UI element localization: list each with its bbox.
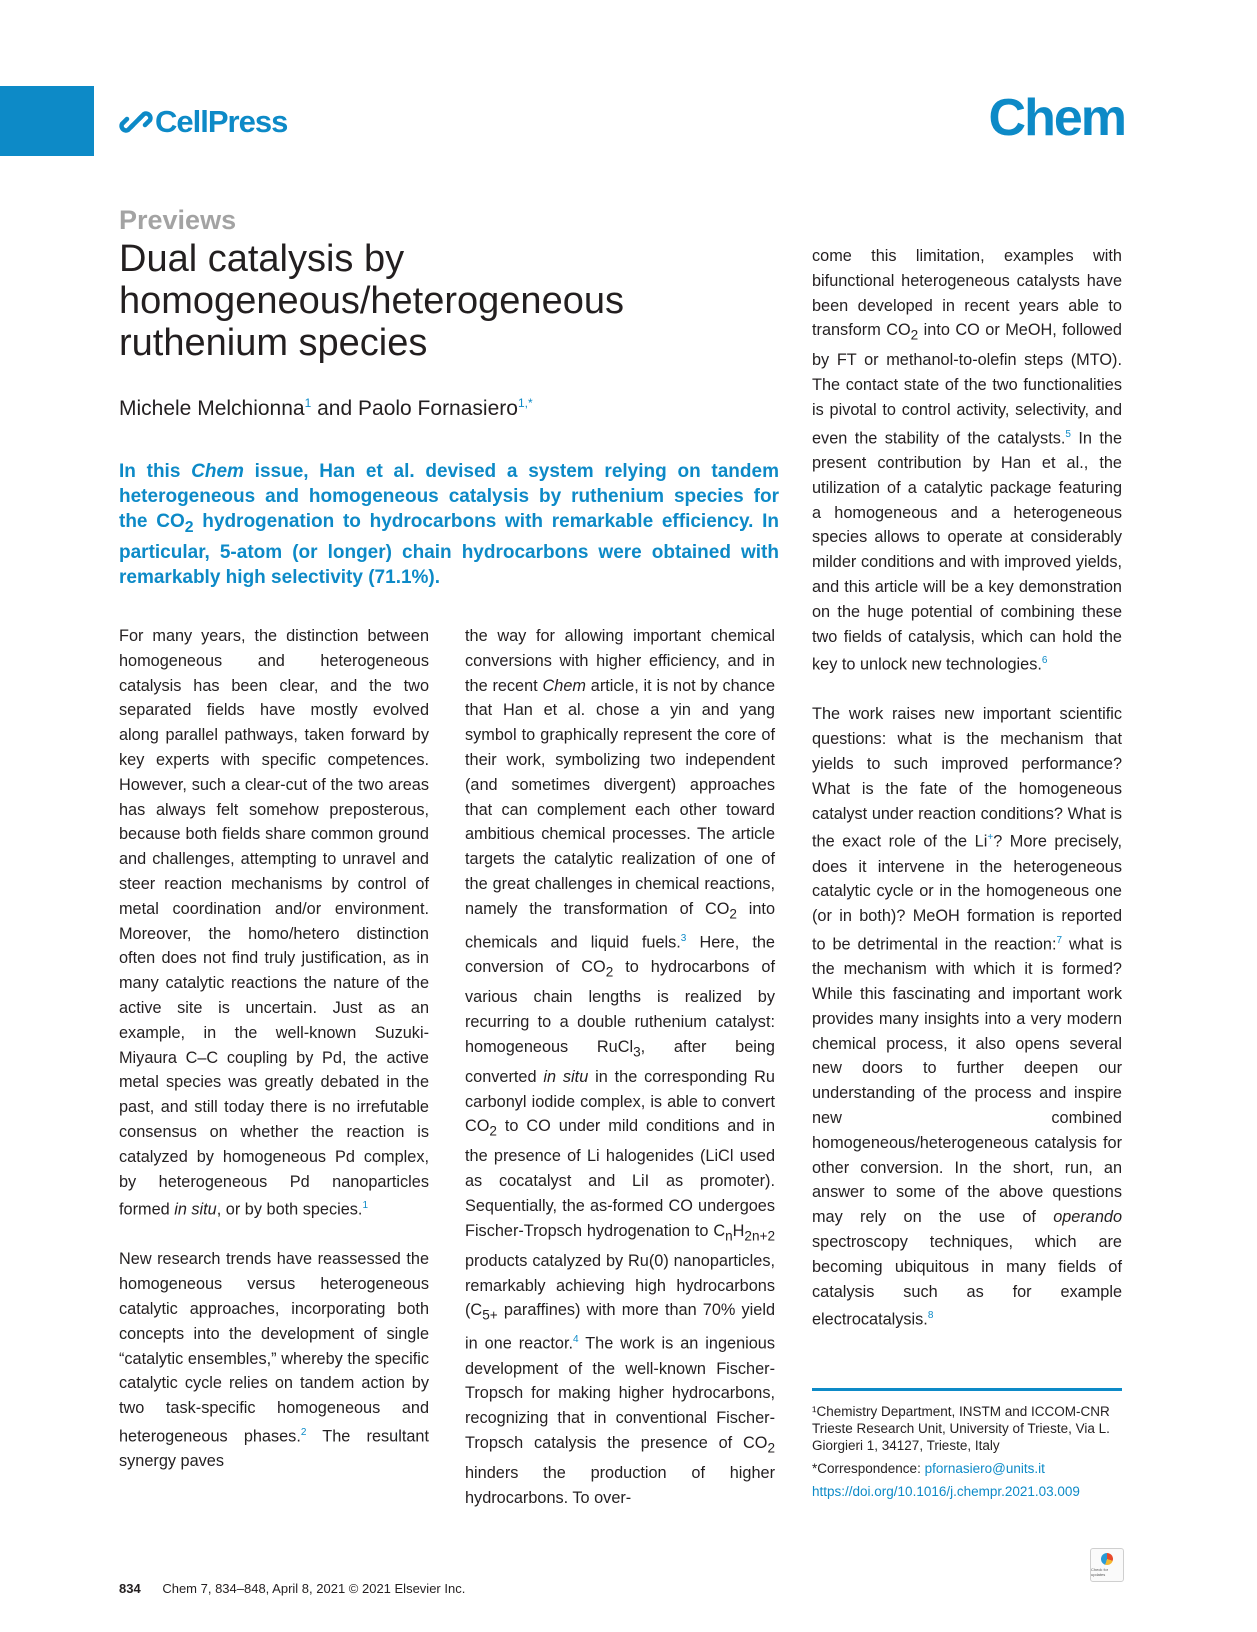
paragraph: come this limitation, examples with bifunctional heterogeneous catalysts have been developed in recent years able to transform $CO_2$ into CO or MeOH, followed by FT or methanol-to-olefin steps (MTO). The contact state of the two functionalities is pivotal to control activity, selectivity, and even the stability of the catalysts.$^5$ In the present contribution by Han et al., the utilization of a catalytic package featuring a homogeneous and a heterogeneous species allows to operate at considerably milder conditions and with improved yields, and this article will be a key demonstration on the huge potential of combining these two fields of catalysis, which can hold the key to unlock new technologies.$^6$ (812, 247, 1122, 674)
page-footer (119, 1581, 465, 1596)
page-number: 834 (119, 1581, 141, 1596)
reference-link[interactable]: 2 (300, 1426, 307, 1438)
citation-line: Chem 7, 834–848, April 8, 2021 © 2021 Elsevier Inc. (162, 1581, 466, 1596)
check-for-updates-label: Check for updates (1091, 1567, 1109, 1577)
author-name[interactable]: Paolo Fornasiero (358, 397, 518, 420)
cellpress-wordmark: CellPress (155, 104, 288, 139)
paragraph: The work raises new important scientific questions: what is the mechanism that yields to such improved performance? What is the fate of the homogeneous catalyst under reaction conditions? What is the exact role of the Li+? More precisely, does it intervene in the heterogeneous catalytic cycle or in the homogeneous one (or in both)? MeOH formation is reported to be detrimental in the reaction:$^7$ what is the mechanism with which it is formed? While this fascinating and important work provides many insights into a very modern chemical process, it also opens several new doors to further deepen our understanding of the process and inspire new combined homogeneous/heterogeneous catalysis for other conversion. In the short, run, an answer to some of the above questions may rely on the use of operando spectroscopy techniques, which are becoming ubiquitous in many fields of catalysis such as for example electrocatalysis.$^8$ (812, 705, 1122, 1329)
header-color-block (0, 86, 94, 156)
email-link[interactable]: pfornasiero@units.it (924, 1461, 1045, 1476)
reference-link[interactable]: 7 (1056, 935, 1063, 947)
reference-link[interactable]: 4 (573, 1334, 579, 1346)
paragraph: For many years, the distinction between homogeneous and heterogeneous catalysis has been clear, and the two separated fields have mostly evolved along parallel pathways, taken forward by key experts with specific competences. However, such a clear-cut of the two areas has always felt somehow preposterous, because both fields share common ground and challenges, attempting to unravel and steer reaction mechanisms by control of metal coordination and/or environment. Moreover, the homo/hetero distinction often does not find truly justification, as in many catalytic reactions the nature of the active site is uncertain. Just as an example, in the well-known Suzuki-Miyaura C–C coupling by Pd, the active metal species was greatly debated in the past, and still today there is no irrefutable consensus on whether the reaction is catalyzed by homogeneous Pd complex, by heterogeneous Pd nanoparticles formed in situ, or by both species.$^1$ (119, 627, 429, 1219)
author-name[interactable]: Michele Melchionna (119, 397, 305, 420)
check-for-updates-icon (1101, 1553, 1113, 1565)
author-list: Michele Melchionna$^1$ and Paolo Fornasiero$^{1,*}$ (119, 396, 533, 420)
reference-link[interactable]: 8 (927, 1310, 934, 1322)
body-column-3 (812, 244, 1122, 1357)
cellpress-logo[interactable] (119, 104, 287, 140)
body-column-1 (119, 624, 429, 1499)
correspondence: *Correspondence: pfornasiero@units.it (812, 1461, 1045, 1476)
cellpress-link-icon (119, 105, 153, 139)
affiliation-text: ¹Chemistry Department, INSTM and ICCOM-CNR Trieste Research Unit, University of Trieste, Via L. Giorgieri 1, 34127, Trieste, Italy (812, 1404, 1110, 1453)
journal-logo[interactable]: Chem (988, 89, 1125, 147)
reference-link[interactable]: 3 (680, 932, 687, 944)
affiliation-block (812, 1403, 1132, 1506)
paragraph: New research trends have reassessed the homogeneous versus heterogeneous catalytic approaches, incorporating both concepts into the development of single “catalytic ensembles,” whereby the specific catalytic cycle relies on tandem action by two task-specific homogeneous and heterogeneous phases.$^2$ The resultant synergy paves (119, 1250, 429, 1471)
reference-link[interactable]: 6 (1041, 655, 1048, 667)
reference-link[interactable]: 5 (1065, 428, 1071, 440)
body-column-2 (465, 624, 775, 1535)
affiliation-divider (812, 1388, 1122, 1391)
section-label: Previews (119, 205, 237, 235)
author-affiliation-mark[interactable]: 1,* (517, 396, 533, 410)
doi-link[interactable]: https://doi.org/10.1016/j.chempr.2021.03.009 (812, 1484, 1080, 1499)
author-affiliation-mark[interactable]: 1 (304, 396, 312, 410)
reference-link[interactable]: 1 (362, 1200, 369, 1212)
abstract: In this Chem issue, Han et al. devised a system relying on tandem heterogeneous and homogeneous catalysis by ruthenium species for the $CO_2$ hydrogenation to hydrocarbons with remarkable efficiency. In particular, 5-atom (or longer) chain hydrocarbons were obtained with remarkably high selectivity (71.1%). (119, 461, 779, 588)
article-title: Dual catalysis by homogeneous/heterogeneous ruthenium species (119, 238, 624, 364)
check-for-updates-badge[interactable] (1090, 1548, 1124, 1582)
paragraph: the way for allowing important chemical conversions with higher efficiency, and in the recent Chem article, it is not by chance that Han et al. chose a yin and yang symbol to graphically represent the core of their work, symbolizing two independent (and sometimes divergent) approaches that can complement each other toward ambitious chemical processes. The article targets the catalytic realization of one of the great challenges in chemical reactions, namely the transformation of $CO_2$ into chemicals and liquid fuels.$^3$ Here, the conversion of $CO_2$ to hydrocarbons of various chain lengths is realized by recurring to a double ruthenium catalyst: homogeneous RuCl$_3$, after being converted in situ in the corresponding Ru carbonyl iodide complex, is able to convert $CO_2$ to CO under mild conditions and in the presence of Li halogenides (LiCl used as cocatalyst and LiI as promoter). Sequentially, the as-formed CO undergoes Fischer-Tropsch hydrogenation to $C_nH_{2n+2}$ products catalyzed by Ru(0) nanoparticles, remarkably achieving high hydrocarbons ($C_{5+}$ paraffines) with more than 70% yield in one reactor.$^4$ The work is an ingenious development of the well-known Fischer-Tropsch for making higher hydrocarbons, recognizing that in conventional Fischer-Tropsch catalysis the presence of $CO_2$ hinders the production of higher hydrocarbons. To over- (465, 627, 776, 1507)
